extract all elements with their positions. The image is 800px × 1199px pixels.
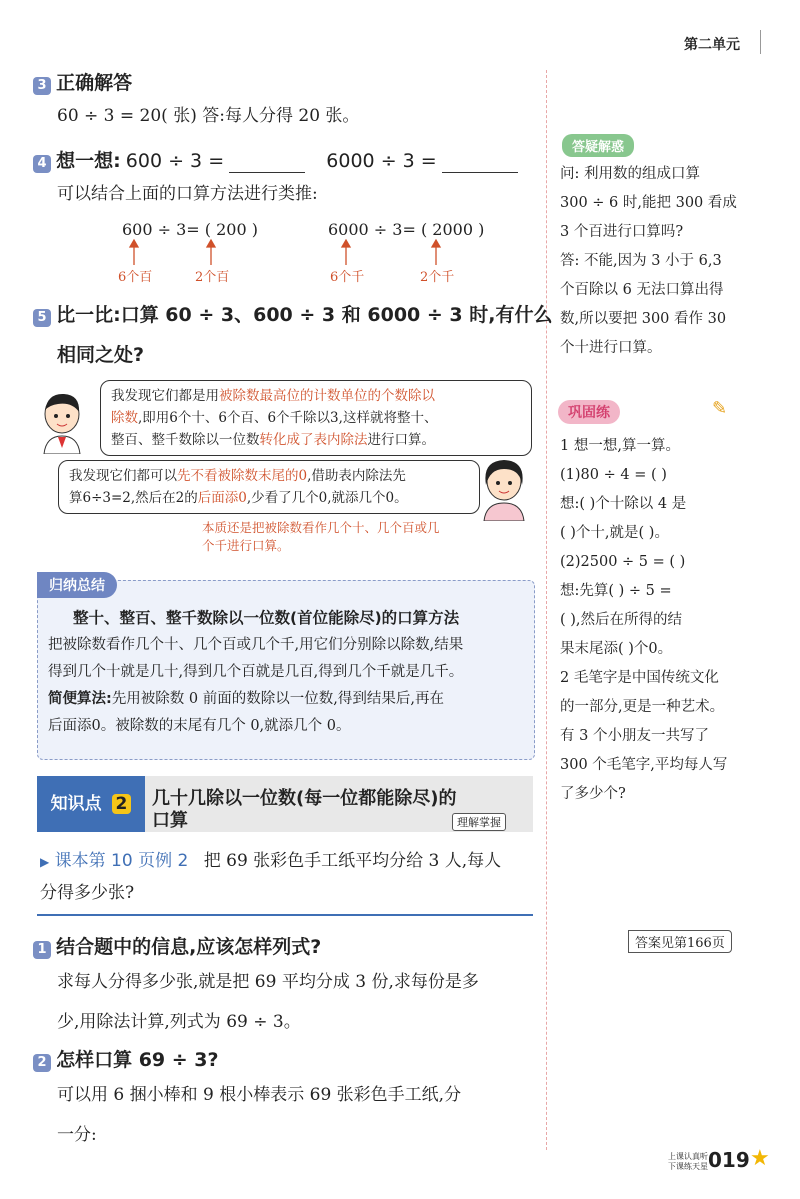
step-badge: 5 [33, 309, 51, 327]
summary-text: 把被除数看作几个十、几个百或几个千,用它们分别除以除数,结果 得到几个十就是几十,得到几个百就是几百,得到几个千就是几千。 简便算法:先用被除数 0 前面的数除以一位数,得到结果后,再在 后面添0。被除数的末尾有几个 0,就添几个 0。 [48, 637, 464, 734]
step-badge: 4 [33, 155, 51, 173]
answer-reference: 答案见第166页 [628, 930, 732, 953]
girl-avatar [474, 455, 534, 521]
star-icon: ★ [750, 1146, 770, 1171]
place-label: 6个百 [118, 270, 153, 285]
q1-heading [33, 932, 321, 959]
girl-speech-bubble: 我发现它们都可以先不看被除数末尾的0,借助表内除法先 算6÷3=2,然后在2的后面添0,少看了几个0,就添几个0。 [58, 460, 480, 514]
section5-line2: 相同之处? [57, 344, 145, 366]
equation-1: 600 ÷ 3= ( 200 ) [122, 220, 258, 239]
knowledge-badge: 理解掌握 [452, 813, 506, 831]
q2-title: 怎样口算 69 ÷ 3? [56, 1049, 219, 1071]
section5-heading [33, 300, 552, 327]
summary-tag: 归纳总结 [37, 572, 117, 598]
qa-tag: 答疑解惑 [562, 134, 634, 157]
section3-answer: 60 ÷ 3 = 20( 张) 答:每人分得 20 张。 [57, 106, 360, 126]
example-underline [37, 914, 533, 916]
section4-desc: 可以结合上面的口算方法进行类推: [57, 184, 318, 204]
boy-avatar [36, 390, 92, 454]
pencil-icon: ✎ [712, 398, 728, 419]
page-number: 019 [708, 1148, 750, 1172]
practice-tag: 巩固练 [558, 400, 620, 424]
knowledge-title1: 几十几除以一位数(每一位都能除尽)的 [152, 788, 457, 809]
section3-title: 正确解答 [56, 72, 133, 94]
footer-slogan: 上课认真听 下课练天星 [668, 1152, 708, 1171]
knowledge-label: 知识点 2 [37, 776, 145, 832]
summary-title: 整十、整百、整千数除以一位数(首位能除尽)的口算方法 [73, 609, 460, 627]
boy-speech-bubble: 我发现它们都是用被除数最高位的计数单位的个数除以 除数,即用6个十、6个百、6个千除以3,这样就将整十、 整百、整千数除以一位数转化成了表内除法进行口算。 [100, 380, 532, 456]
qa-text: 问: 利用数的组成口算 300 ÷ 6 时,能把 300 看成 3 个百进行口算吗? 答: 不能,因为 3 小于 6,3 个百除以 6 无法口算出得 数,所以要把 300 看作 30 个十进行口算。 [560, 166, 737, 356]
section4-expr1: 600 ÷ 3 = [125, 150, 225, 172]
q1-line2: 少,用除法计算,列式为 69 ÷ 3。 [57, 1012, 301, 1032]
place-label: 6个千 [330, 270, 365, 285]
q1-title: 结合题中的信息,应该怎样列式? [56, 936, 322, 958]
q2-line2: 一分: [57, 1125, 97, 1145]
step-badge: 1 [33, 941, 51, 959]
q2-line1: 可以用 6 捆小棒和 9 根小棒表示 69 张彩色手工纸,分 [57, 1085, 462, 1105]
q1-line1: 求每人分得多少张,就是把 69 平均分成 3 份,求每份是多 [57, 972, 479, 992]
unit-title: 第二单元 [684, 37, 740, 53]
section5-line1: 比一比:口算 60 ÷ 3、600 ÷ 3 和 6000 ÷ 3 时,有什么 [56, 304, 553, 326]
q2-heading [33, 1045, 219, 1072]
equation-2: 6000 ÷ 3= ( 2000 ) [328, 220, 485, 239]
note-line1: 本质还是把被除数看作几个十、几个百或几 [202, 520, 440, 535]
section4-title: 想一想: [56, 150, 121, 172]
textbook-ref: 课本第 10 页例 2 [54, 851, 189, 871]
place-label: 2个百 [195, 270, 230, 285]
example-line2: 分得多少张? [40, 883, 135, 903]
knowledge-title2: 口算 [152, 810, 188, 831]
place-label: 2个千 [420, 270, 455, 285]
step-badge: 2 [33, 1054, 51, 1072]
section4-expr2: 6000 ÷ 3 = [326, 150, 437, 172]
practice-text: 1 想一想,算一算。 (1)80 ÷ 4 = ( ) 想:( )个十除以 4 是 ( )个十,就是( )。 (2)2500 ÷ 5 = ( ) 想:先算( ) ÷ 5 = ( ),然后在所得的结 果末尾添( )个0。 2 毛笔字是中国传统文化 的一部分,更是一种艺术。 有 3 个小朋友一共写了 300 个毛笔字,平均每人写 了多少个? [560, 438, 728, 802]
step-badge: 3 [33, 77, 51, 95]
example-line1: ▶ 课本第 10 页例 2 把 69 张彩色手工纸平均分给 3 人,每人 [40, 851, 502, 871]
note-line2: 个千进行口算。 [202, 538, 290, 553]
